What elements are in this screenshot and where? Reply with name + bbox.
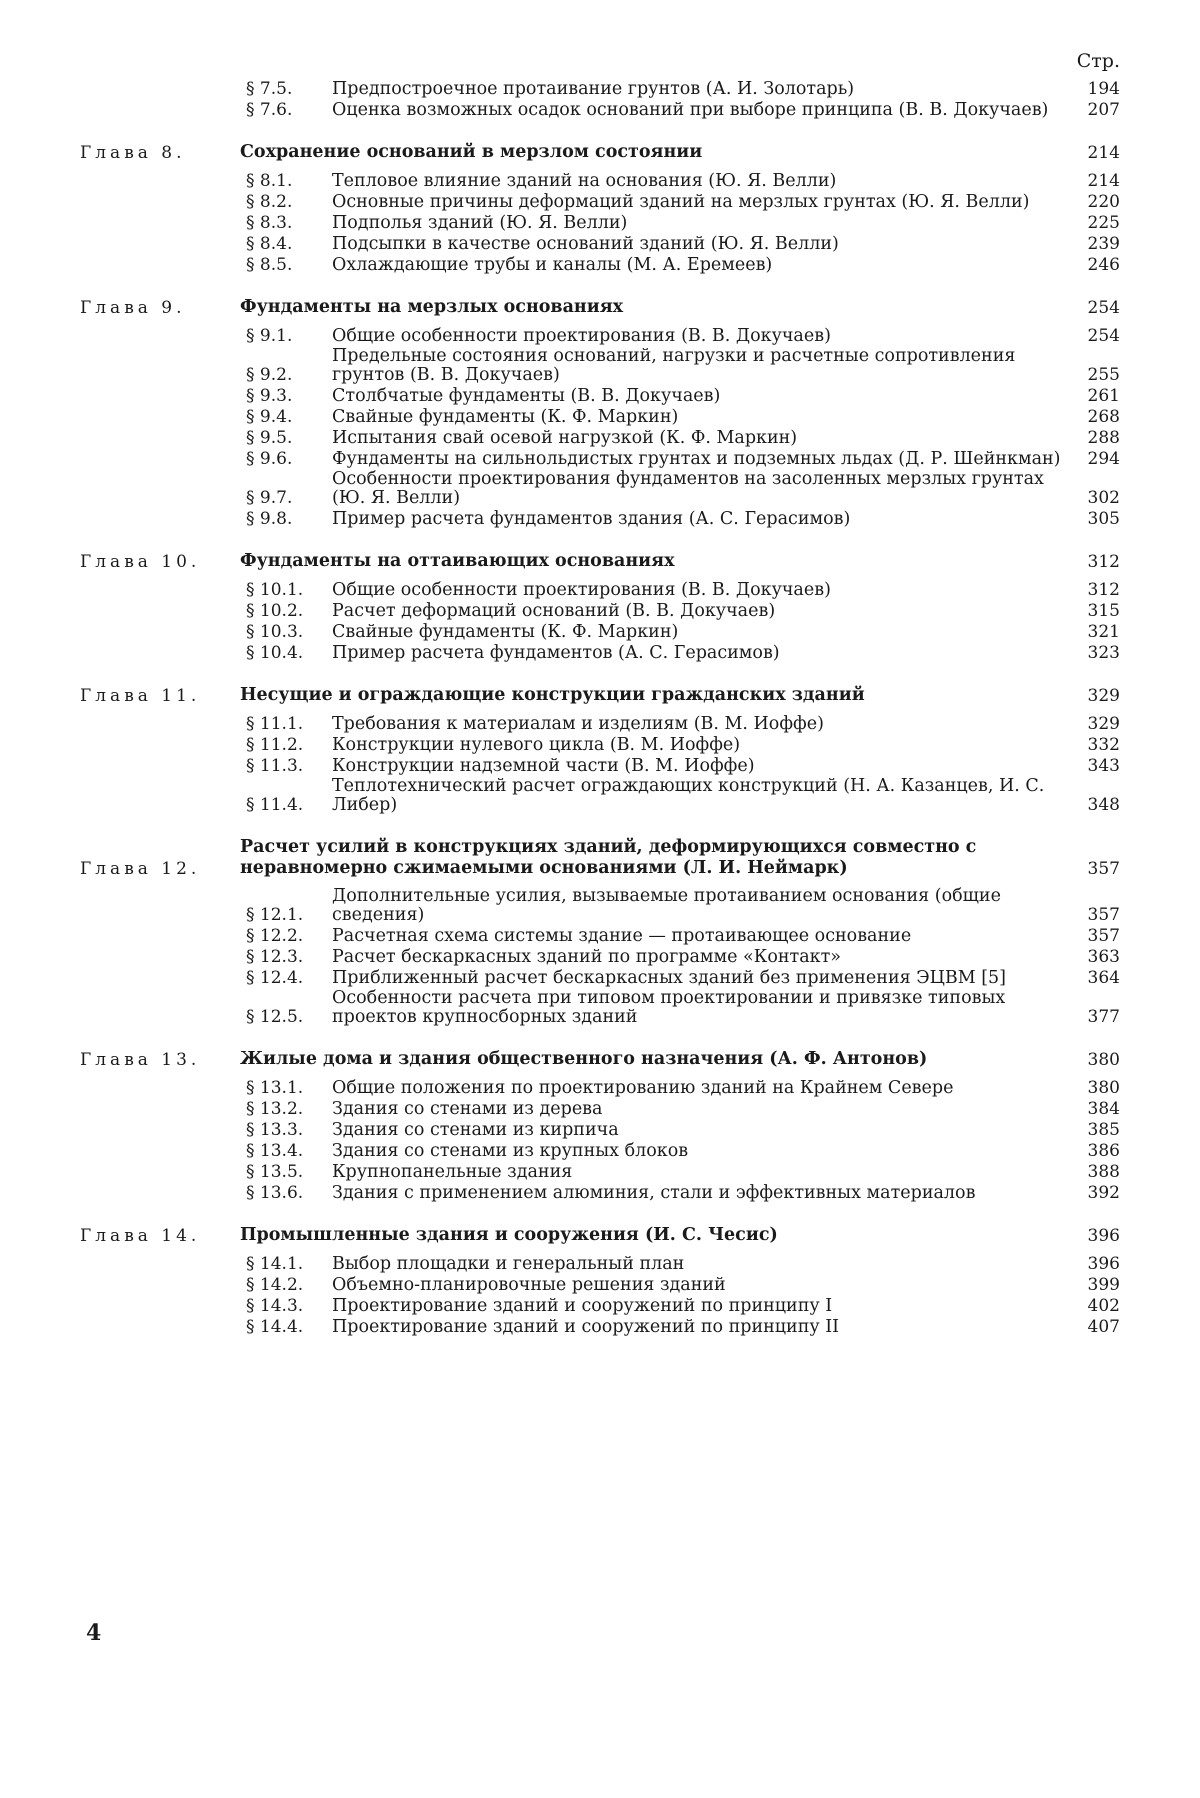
toc-section-entry [240, 255, 1120, 275]
section-number: § 9.3. [246, 386, 293, 406]
section-title: Предельные состояния оснований, нагрузки и расчетные сопротивления грунтов (В. В. Докучаев) [332, 346, 1016, 385]
toc-section-entry [240, 347, 1120, 385]
section-title: Крупнопанельные здания [332, 1162, 573, 1182]
section-title: Общие особенности проектирования (В. В. Докучаев) [332, 580, 831, 600]
section-title: Конструкции надземной части (В. М. Иоффе) [332, 756, 755, 776]
chapter-label: Глава 11. [80, 686, 201, 706]
toc-section-entry [240, 213, 1120, 233]
section-title: Здания со стенами из крупных блоков [332, 1141, 689, 1161]
section-page-number: 377 [1087, 1007, 1120, 1027]
section-title: Дополнительные усилия, вызываемые протаиванием основания (общие сведения) [332, 886, 1001, 925]
section-title: Теплотехнический расчет ограждающих конструкций (Н. А. Казанцев, И. С. Либер) [332, 776, 1045, 815]
section-page-number: 321 [1087, 622, 1120, 642]
section-title: Здания со стенами из дерева [332, 1099, 603, 1119]
section-number: § 12.1. [246, 905, 304, 925]
section-title: Проектирование зданий и сооружений по принципу II [332, 1317, 840, 1337]
toc-section-entry [240, 1296, 1120, 1316]
section-title: Предпостроечное протаивание грунтов (А. И. Золотарь) [332, 79, 855, 99]
section-title: Расчет деформаций оснований (В. В. Докучаев) [332, 601, 776, 621]
section-title: Выбор площадки и генеральный план [332, 1254, 685, 1274]
section-number: § 8.1. [246, 171, 293, 191]
chapter-label: Глава 13. [80, 1050, 201, 1070]
section-title: Особенности проектирования фундаментов на засоленных мерзлых грунтах (Ю. Я. Велли) [332, 469, 1044, 508]
section-number: § 10.4. [246, 643, 304, 663]
toc-section-entry [240, 643, 1120, 663]
section-title: Общие особенности проектирования (В. В. Докучаев) [332, 326, 831, 346]
section-number: § 7.6. [246, 100, 293, 120]
section-page-number: 384 [1087, 1099, 1120, 1119]
section-page-number: 302 [1087, 488, 1120, 508]
section-page-number: 363 [1087, 947, 1120, 967]
chapter-label: Глава 8. [80, 143, 186, 163]
section-title: Испытания свай осевой нагрузкой (К. Ф. Маркин) [332, 428, 798, 448]
section-title: Конструкции нулевого цикла (В. М. Иоффе) [332, 735, 741, 755]
section-number: § 8.3. [246, 213, 293, 233]
chapter-page-number: 312 [1087, 552, 1120, 572]
chapter-label: Глава 10. [80, 552, 201, 572]
section-title: Общие положения по проектированию зданий на Крайнем Севере [332, 1078, 954, 1098]
toc-section-entry [240, 1078, 1120, 1098]
chapter-label: Глава 14. [80, 1226, 201, 1246]
section-number: § 13.6. [246, 1183, 304, 1203]
section-page-number: 207 [1087, 100, 1120, 120]
chapter-title: Несущие и ограждающие конструкции гражданских зданий [240, 685, 865, 705]
section-page-number: 348 [1087, 795, 1120, 815]
chapter-label: Глава 12. [80, 859, 201, 879]
section-number: § 11.1. [246, 714, 304, 734]
section-number: § 13.4. [246, 1141, 304, 1161]
chapter-title: Промышленные здания и сооружения (И. С. Чесис) [240, 1225, 778, 1245]
section-title: Здания с применением алюминия, стали и эффективных материалов [332, 1183, 976, 1203]
toc-chapter-entry [80, 837, 1120, 879]
section-page-number: 194 [1087, 79, 1120, 99]
section-number: § 9.2. [246, 365, 293, 385]
section-page-number: 315 [1087, 601, 1120, 621]
toc-chapter-entry [80, 142, 1120, 163]
chapter-page-number: 254 [1087, 298, 1120, 318]
chapter-title: Фундаменты на мерзлых основаниях [240, 297, 624, 317]
toc-section-entry [240, 234, 1120, 254]
section-number: § 8.4. [246, 234, 293, 254]
section-number: § 14.3. [246, 1296, 304, 1316]
toc-section-entry [240, 1254, 1120, 1274]
section-title: Охлаждающие трубы и каналы (М. А. Еремеев) [332, 255, 773, 275]
toc-section-entry [240, 1317, 1120, 1337]
toc-section-entry [240, 1099, 1120, 1119]
section-page-number: 255 [1087, 365, 1120, 385]
section-number: § 11.4. [246, 795, 304, 815]
page-column-label: Стр. [1076, 50, 1120, 72]
section-page-number: 239 [1087, 234, 1120, 254]
section-page-number: 246 [1087, 255, 1120, 275]
section-title: Оценка возможных осадок оснований при выборе принципа (В. В. Докучаев) [332, 100, 1049, 120]
chapter-page-number: 214 [1087, 143, 1120, 163]
section-page-number: 396 [1087, 1254, 1120, 1274]
section-title: Пример расчета фундаментов (А. С. Герасимов) [332, 643, 780, 663]
chapter-page-number: 329 [1087, 686, 1120, 706]
toc-section-entry [240, 735, 1120, 755]
section-page-number: 399 [1087, 1275, 1120, 1295]
section-number: § 10.3. [246, 622, 304, 642]
toc-section-entry [240, 926, 1120, 946]
section-page-number: 220 [1087, 192, 1120, 212]
toc-section-entry [240, 1275, 1120, 1295]
toc-section-entry [240, 989, 1120, 1027]
section-page-number: 364 [1087, 968, 1120, 988]
section-number: § 10.2. [246, 601, 304, 621]
toc-chapter-entry [80, 1049, 1120, 1070]
section-page-number: 386 [1087, 1141, 1120, 1161]
section-number: § 9.7. [246, 488, 293, 508]
section-number: § 14.2. [246, 1275, 304, 1295]
section-number: § 13.3. [246, 1120, 304, 1140]
section-number: § 7.5. [246, 79, 293, 99]
toc-chapter-entry [80, 297, 1120, 318]
section-page-number: 385 [1087, 1120, 1120, 1140]
section-page-number: 268 [1087, 407, 1120, 427]
toc-section-entry [240, 1141, 1120, 1161]
section-page-number: 357 [1087, 926, 1120, 946]
section-number: § 12.2. [246, 926, 304, 946]
section-number: § 12.3. [246, 947, 304, 967]
table-of-contents [80, 78, 1120, 1337]
section-number: § 12.5. [246, 1007, 304, 1027]
section-title: Свайные фундаменты (К. Ф. Маркин) [332, 622, 679, 642]
section-number: § 14.4. [246, 1317, 304, 1337]
chapter-title: Расчет усилий в конструкциях зданий, деформирующихся совместно с неравномерно сжимаемыми основаниями (Л. И. Неймарк) [240, 837, 977, 878]
section-title: Здания со стенами из кирпича [332, 1120, 619, 1140]
section-page-number: 380 [1087, 1078, 1120, 1098]
toc-section-entry [240, 756, 1120, 776]
section-number: § 8.5. [246, 255, 293, 275]
toc-section-entry [240, 968, 1120, 988]
section-title: Фундаменты на сильнольдистых грунтах и подземных льдах (Д. Р. Шейнкман) [332, 449, 1061, 469]
section-page-number: 288 [1087, 428, 1120, 448]
section-title: Столбчатые фундаменты (В. В. Докучаев) [332, 386, 721, 406]
section-title: Свайные фундаменты (К. Ф. Маркин) [332, 407, 679, 427]
section-title: Требования к материалам и изделиям (В. М. Иоффе) [332, 714, 824, 734]
chapter-title: Фундаменты на оттаивающих основаниях [240, 551, 675, 571]
section-page-number: 402 [1087, 1296, 1120, 1316]
section-title: Основные причины деформаций зданий на мерзлых грунтах (Ю. Я. Велли) [332, 192, 1030, 212]
toc-section-entry [240, 887, 1120, 925]
toc-section-entry [240, 386, 1120, 406]
section-title: Особенности расчета при типовом проектировании и привязке типовых проектов крупносборных зданий [332, 988, 1006, 1027]
section-page-number: 323 [1087, 643, 1120, 663]
chapter-page-number: 396 [1087, 1226, 1120, 1246]
chapter-page-number: 357 [1087, 859, 1120, 879]
section-title: Проектирование зданий и сооружений по принципу I [332, 1296, 833, 1316]
toc-section-entry [240, 947, 1120, 967]
toc-chapter-entry [80, 551, 1120, 572]
chapter-label: Глава 9. [80, 298, 186, 318]
section-page-number: 305 [1087, 509, 1120, 529]
toc-section-entry [240, 407, 1120, 427]
toc-section-entry [240, 509, 1120, 529]
toc-section-entry [240, 601, 1120, 621]
section-page-number: 392 [1087, 1183, 1120, 1203]
section-page-number: 332 [1087, 735, 1120, 755]
toc-section-entry [240, 1183, 1120, 1203]
section-number: § 14.1. [246, 1254, 304, 1274]
toc-section-entry [240, 470, 1120, 508]
toc-section-entry [240, 777, 1120, 815]
chapter-page-number: 380 [1087, 1050, 1120, 1070]
section-title: Приближенный расчет бескаркасных зданий без применения ЭЦВМ [5] [332, 968, 1006, 988]
section-number: § 8.2. [246, 192, 293, 212]
toc-chapter-entry [80, 685, 1120, 706]
toc-section-entry [240, 326, 1120, 346]
page-number: 4 [86, 1620, 102, 1646]
section-page-number: 225 [1087, 213, 1120, 233]
toc-section-entry [240, 1120, 1120, 1140]
toc-section-entry [240, 714, 1120, 734]
section-number: § 9.8. [246, 509, 293, 529]
chapter-title: Жилые дома и здания общественного назначения (А. Ф. Антонов) [240, 1049, 928, 1069]
toc-section-entry [240, 100, 1120, 120]
section-title: Объемно-планировочные решения зданий [332, 1275, 726, 1295]
section-page-number: 312 [1087, 580, 1120, 600]
section-title: Подполья зданий (Ю. Я. Велли) [332, 213, 628, 233]
section-number: § 13.2. [246, 1099, 304, 1119]
section-page-number: 294 [1087, 449, 1120, 469]
section-number: § 10.1. [246, 580, 304, 600]
section-number: § 9.4. [246, 407, 293, 427]
toc-section-entry [240, 580, 1120, 600]
toc-section-entry [240, 1162, 1120, 1182]
section-number: § 12.4. [246, 968, 304, 988]
section-title: Расчетная схема системы здание — протаивающее основание [332, 926, 912, 946]
toc-section-entry [240, 622, 1120, 642]
toc-chapter-entry [80, 1225, 1120, 1246]
section-number: § 9.1. [246, 326, 293, 346]
section-number: § 11.3. [246, 756, 304, 776]
section-number: § 13.1. [246, 1078, 304, 1098]
section-title: Подсыпки в качестве оснований зданий (Ю. Я. Велли) [332, 234, 839, 254]
section-number: § 13.5. [246, 1162, 304, 1182]
section-title: Пример расчета фундаментов здания (А. С. Герасимов) [332, 509, 851, 529]
toc-section-entry [240, 171, 1120, 191]
section-page-number: 357 [1087, 905, 1120, 925]
section-page-number: 388 [1087, 1162, 1120, 1182]
toc-section-entry [240, 449, 1120, 469]
section-page-number: 407 [1087, 1317, 1120, 1337]
section-number: § 11.2. [246, 735, 304, 755]
section-page-number: 343 [1087, 756, 1120, 776]
section-page-number: 214 [1087, 171, 1120, 191]
section-page-number: 254 [1087, 326, 1120, 346]
section-number: § 9.6. [246, 449, 293, 469]
toc-section-entry [240, 79, 1120, 99]
section-number: § 9.5. [246, 428, 293, 448]
section-page-number: 329 [1087, 714, 1120, 734]
section-title: Расчет бескаркасных зданий по программе «Контакт» [332, 947, 841, 967]
chapter-title: Сохранение оснований в мерзлом состоянии [240, 142, 703, 162]
section-title: Тепловое влияние зданий на основания (Ю. Я. Велли) [332, 171, 837, 191]
toc-section-entry [240, 428, 1120, 448]
toc-section-entry [240, 192, 1120, 212]
section-page-number: 261 [1087, 386, 1120, 406]
